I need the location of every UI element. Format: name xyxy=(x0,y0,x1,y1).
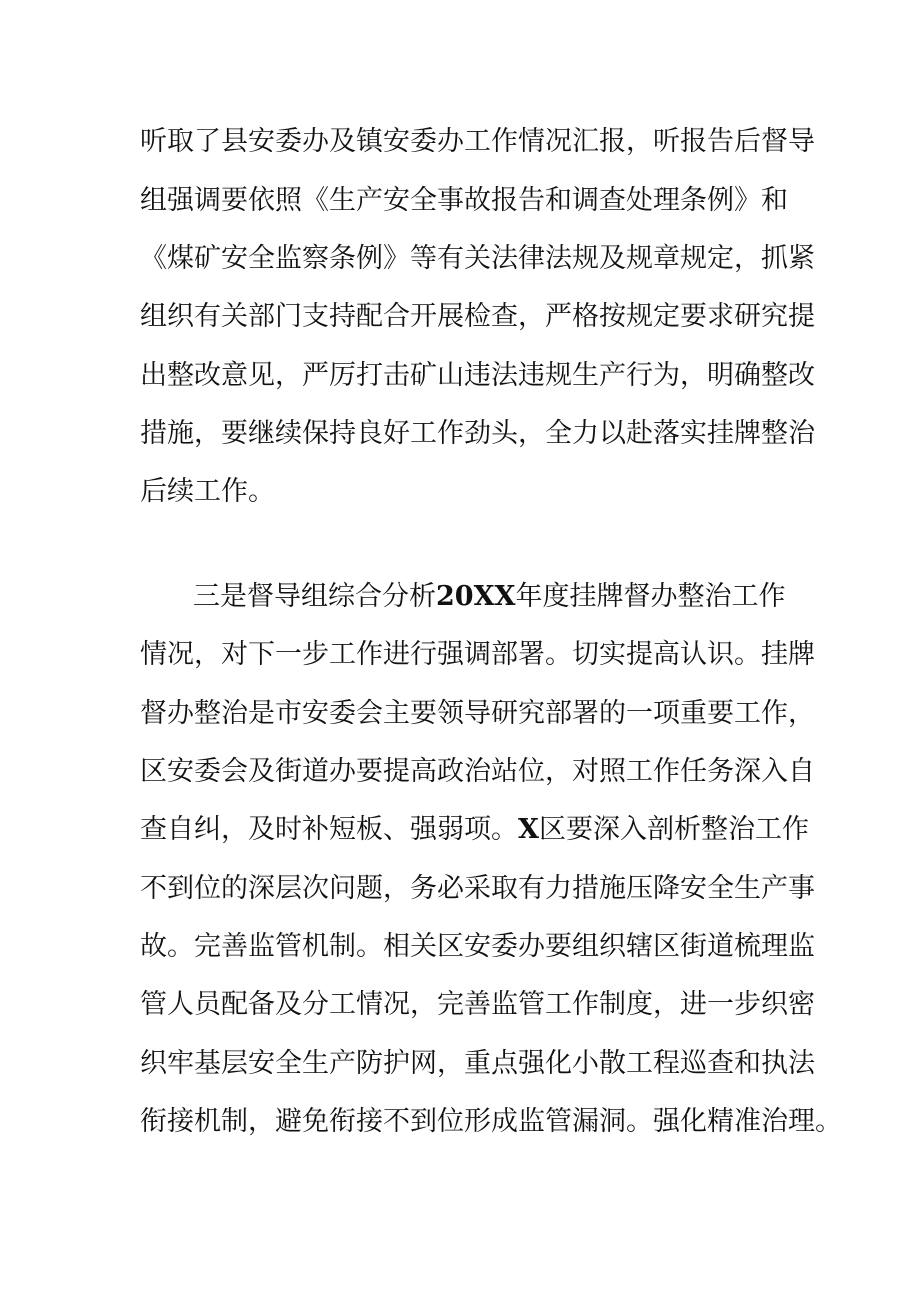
text-line: 故。完善监管机制。相关区安委办要组织辖区街道梳理监 xyxy=(140,931,815,962)
text-line: 织牢基层安全生产防护网，重点强化小散工程巡查和执法 xyxy=(140,1048,815,1079)
district-placeholder: X xyxy=(518,814,539,845)
text-line: 情况，对下一步工作进行强调部署。切实提高认识。挂牌 xyxy=(140,639,815,670)
text-line: 组织有关部门支持配合开展检查，严格按规定要求研究提 xyxy=(140,301,815,332)
year-placeholder: 20XX xyxy=(436,581,516,612)
text-run: 查自纠，及时补短板、强弱项。 xyxy=(140,814,518,845)
text-line: 衔接机制，避免衔接不到位形成监管漏洞。强化精准治理。 xyxy=(140,1106,842,1137)
text-line: 后续工作。 xyxy=(140,476,275,507)
text-line: 区安委会及街道办要提高政治站位，对照工作任务深入自 xyxy=(140,756,815,787)
text-run: 区要深入剖析整治工作 xyxy=(538,814,809,845)
text-line: 督办整治是市安委会主要领导研究部署的一项重要工作， xyxy=(140,698,815,729)
text-line: 组强调要依照《生产安全事故报告和调查处理条例》和 xyxy=(140,185,788,216)
text-line: 出整改意见，严厉打击矿山违法违规生产行为，明确整改 xyxy=(140,360,815,391)
text-line xyxy=(140,810,809,850)
text-run: 年度挂牌督办整治工作 xyxy=(515,581,786,612)
text-line: 管人员配备及分工情况，完善监管工作制度，进一步织密 xyxy=(140,989,815,1020)
text-line xyxy=(193,577,785,617)
text-line: 《煤矿安全监察条例》等有关法律法规及规章规定，抓紧 xyxy=(140,243,815,274)
text-line: 不到位的深层次问题，务必采取有力措施压降安全生产事 xyxy=(140,873,815,904)
text-line: 措施，要继续保持良好工作劲头，全力以赴落实挂牌整治 xyxy=(140,418,815,449)
text-run: 三是督导组综合分析 xyxy=(193,581,436,612)
text-line: 听取了县安委办及镇安委办工作情况汇报，听报告后督导 xyxy=(140,126,815,157)
